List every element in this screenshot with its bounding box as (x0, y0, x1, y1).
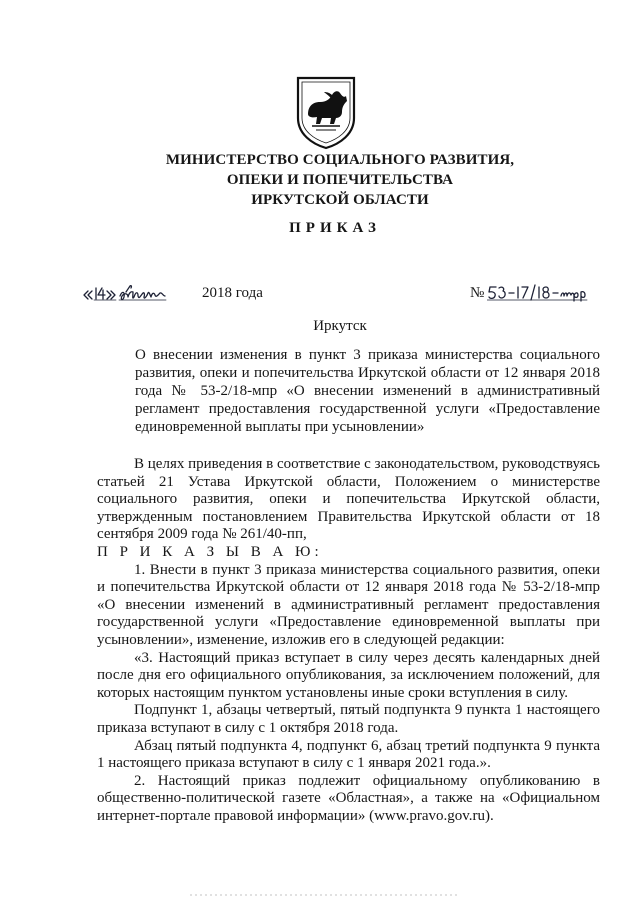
decree-word: П Р И К А З Ы В А Ю: (97, 543, 323, 560)
order-number (470, 282, 630, 304)
scan-artifact (190, 894, 460, 896)
ministry-heading (120, 150, 560, 210)
order-date (82, 282, 302, 304)
paragraph-new-clause-3: «3. Настоящий приказ вступает в силу через десять календарных дней после дня его официального опубликования, за исключением положений, для которых настоящим пунктом установлены иные сроки вступления в силу. (97, 649, 600, 701)
coat-of-arms-icon (294, 74, 358, 150)
handwritten-date (82, 282, 204, 304)
ministry-line-3: ИРКУТСКОЙ ОБЛАСТИ (251, 192, 429, 208)
date-year-text: 2018 года (202, 285, 263, 301)
paragraph-january-2021: Абзац пятый подпункта 4, подпункт 6, абзац третий подпункта 9 пункта 1 настоящего приказа вступают в силу с 1 января 2021 года.». (97, 737, 600, 772)
document-type-title: ПРИКАЗ (289, 220, 381, 236)
ministry-line-1: МИНИСТЕРСТВО СОЦИАЛЬНОГО РАЗВИТИЯ, (165, 152, 515, 168)
paragraph-2-publication: 2. Настоящий приказ подлежит официальному опубликованию в общественно-политической газете «Областная», а также на «Официальном интернет-портале правовой информации» (www.pravo.gov.ru). (97, 772, 600, 824)
preamble-paragraph: В целях приведения в соответствие с законодательством, руководствуясь статьей 21 Устава Иркутской области, Положением о министерстве социального развития, опеки и попечительства Иркутской области, утвержденным постановлением Правительства Иркутской области от 18 сентября 2009 года № 261/40-пп, (97, 456, 600, 543)
paragraph-october-2018: Подпункт 1, абзацы четвертый, пятый подпункта 9 пункта 1 настоящего приказа вступают в силу с 1 октября 2018 года. (97, 702, 600, 736)
order-body (97, 456, 600, 825)
city-name: Иркутск (313, 318, 367, 334)
handwritten-number (487, 282, 627, 304)
number-sign: № (470, 285, 485, 301)
paragraph-1: 1. Внести в пункт 3 приказа министерства социального развития, опеки и попечительства Иркутской области от 12 января 2018 года № 53-2/18-мпр «О внесении изменений в административный регламент предоставления государственной услуги «Предоставление единовременной выплаты при усыновлении», изменение, изложив его в следующей редакции: (97, 561, 600, 648)
ministry-line-2: ОПЕКИ И ПОПЕЧИТЕЛЬСТВА (226, 172, 454, 188)
number-handwritten (470, 282, 471, 283)
order-subject: О внесении изменения в пункт 3 приказа министерства социального развития, опеки и попечительства Иркутской области от 12 января 2018 года № 53-2/18-мпр «О внесении изменений в административный регламент предоставления государственной услуги «Предоставление единовременной выплаты при усыновлении» (135, 347, 600, 435)
